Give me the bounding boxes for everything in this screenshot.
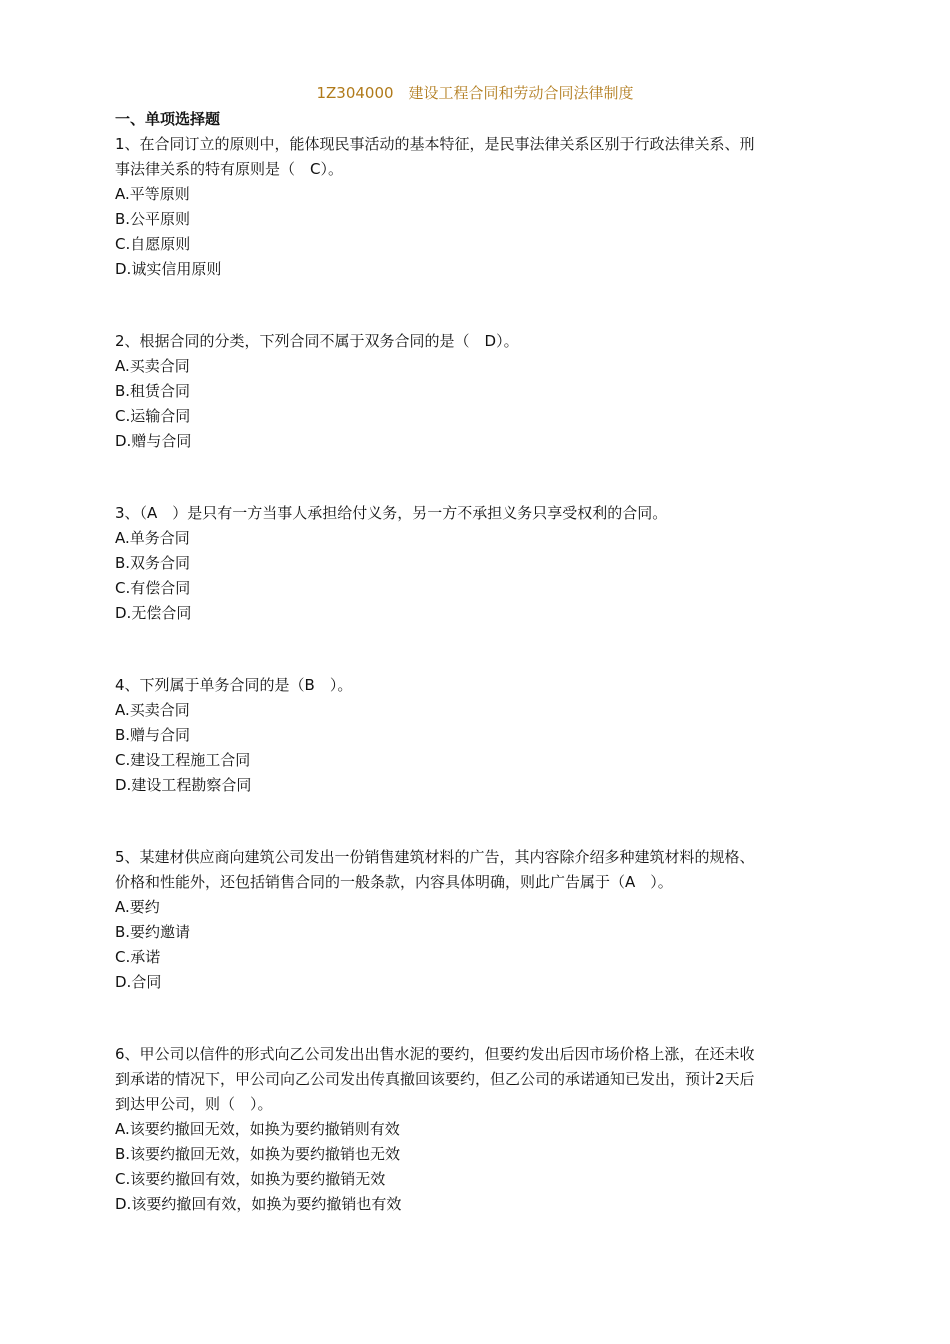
answer-option: D.建设工程勘察合同 xyxy=(115,776,252,794)
answer-option: C.自愿原则 xyxy=(115,235,191,253)
question-spacer xyxy=(115,282,835,329)
answer-option: B.要约邀请 xyxy=(115,923,191,941)
question-list xyxy=(115,132,835,1217)
question-text-line: 到达甲公司，则（ ）。 xyxy=(115,1095,273,1113)
answer-option: A.买卖合同 xyxy=(115,701,190,719)
answer-option: C.建设工程施工合同 xyxy=(115,751,251,769)
question-text-line: 3、（A ）是只有一方当事人承担给付义务，另一方不承担义务只享受权利的合同。 xyxy=(115,504,668,522)
answer-option: C.运输合同 xyxy=(115,407,191,425)
answer-option: A.买卖合同 xyxy=(115,357,190,375)
question-text-line: 价格和性能外，还包括销售合同的一般条款，内容具体明确，则此广告属于（A ）。 xyxy=(115,873,673,891)
answer-option: B.赠与合同 xyxy=(115,726,191,744)
answer-option: B.租赁合同 xyxy=(115,382,191,400)
question-2 xyxy=(115,329,835,454)
question-text-line: 6、甲公司以信件的形式向乙公司发出出售水泥的要约，但要约发出后因市场价格上涨，在还未收 xyxy=(115,1045,755,1063)
answer-option: A.单务合同 xyxy=(115,529,190,547)
question-spacer xyxy=(115,454,835,501)
question-spacer xyxy=(115,626,835,673)
question-text-line: 1、在合同订立的原则中，能体现民事活动的基本特征，是民事法律关系区别于行政法律关系、刑 xyxy=(115,135,755,153)
answer-option: C.该要约撤回有效，如换为要约撤销无效 xyxy=(115,1170,386,1188)
answer-option: A.平等原则 xyxy=(115,185,190,203)
question-text-line: 5、某建材供应商向建筑公司发出一份销售建筑材料的广告，其内容除介绍多种建筑材料的规格、 xyxy=(115,848,755,866)
section-heading: 一、单项选择题 xyxy=(115,110,221,128)
question-text-line: 4、下列属于单务合同的是（B ）。 xyxy=(115,676,353,694)
answer-option: D.无偿合同 xyxy=(115,604,192,622)
answer-option: A.要约 xyxy=(115,898,160,916)
document-title: 1Z304000 建设工程合同和劳动合同法律制度 xyxy=(316,84,634,102)
answer-option: D.该要约撤回有效，如换为要约撤销也有效 xyxy=(115,1195,402,1213)
answer-option: C.承诺 xyxy=(115,948,161,966)
answer-option: D.诚实信用原则 xyxy=(115,260,222,278)
question-text-line: 2、根据合同的分类，下列合同不属于双务合同的是（ D）。 xyxy=(115,332,519,350)
question-spacer xyxy=(115,798,835,845)
answer-option: D.合同 xyxy=(115,973,162,991)
question-text-line: 到承诺的情况下，甲公司向乙公司发出传真撤回该要约，但乙公司的承诺通知已发出，预计2天后 xyxy=(115,1070,755,1088)
document-page xyxy=(115,82,835,1217)
answer-option: A.该要约撤回无效，如换为要约撤销则有效 xyxy=(115,1120,400,1138)
question-5 xyxy=(115,845,835,995)
answer-option: B.公平原则 xyxy=(115,210,191,228)
answer-option: D.赠与合同 xyxy=(115,432,192,450)
question-spacer xyxy=(115,995,835,1042)
question-3 xyxy=(115,501,835,626)
question-6 xyxy=(115,1042,835,1217)
question-4 xyxy=(115,673,835,798)
question-text-line: 事法律关系的特有原则是（ C）。 xyxy=(115,160,343,178)
question-1 xyxy=(115,132,835,282)
answer-option: C.有偿合同 xyxy=(115,579,191,597)
answer-option: B.双务合同 xyxy=(115,554,191,572)
answer-option: B.该要约撤回无效，如换为要约撤销也无效 xyxy=(115,1145,401,1163)
